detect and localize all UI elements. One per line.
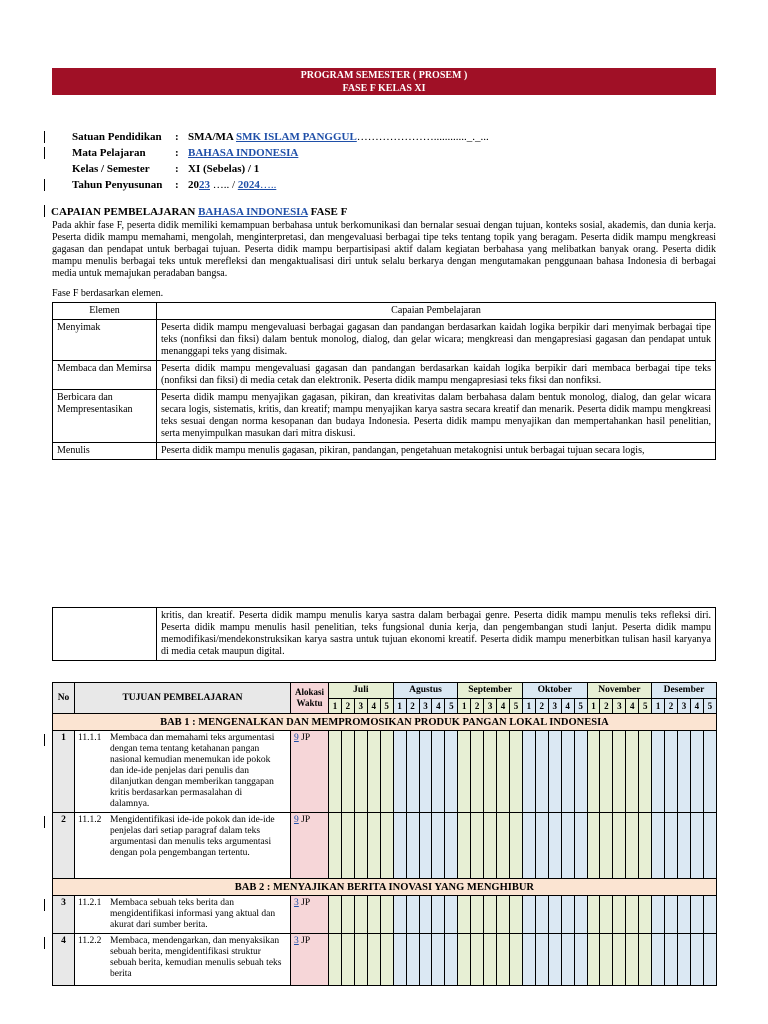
revision-marker xyxy=(44,816,45,828)
week-header: 4 xyxy=(367,699,380,714)
week-cell[interactable] xyxy=(678,731,691,813)
week-cell[interactable] xyxy=(600,731,613,813)
year-start-link[interactable]: 23 xyxy=(199,179,210,191)
week-cell[interactable] xyxy=(509,731,522,813)
week-cell[interactable] xyxy=(678,934,691,986)
tp-code: 11.2.2 xyxy=(78,936,102,946)
meta-colon: : xyxy=(175,147,179,159)
week-cell[interactable] xyxy=(639,934,652,986)
month-header: November xyxy=(587,683,652,699)
chapter-row xyxy=(53,714,717,731)
week-header: 5 xyxy=(639,699,652,714)
week-cell[interactable] xyxy=(341,731,354,813)
week-cell[interactable] xyxy=(458,813,471,879)
tp-text: Membaca dan memahami teks argumentasi dengan tema tentang ketahanan pangan nasional kemudian menemukan ide pokok dan ide-ide penjelas dari penulis dan dilanjutkan dengan memberikan tanggapan kritis berdasarkan permasalahan di dalamnya. xyxy=(110,733,275,809)
week-cell[interactable] xyxy=(678,896,691,934)
alokasi-header: Alokasi Waktu xyxy=(291,683,329,714)
week-header: 1 xyxy=(587,699,600,714)
week-cell[interactable] xyxy=(432,934,445,986)
tp-text: Mengidentifikasi ide-ide pokok dan ide-ide penjelas dari setiap paragraf dalam teks argumentasi dan menulis teks argumentasi dengan pola pengembangan tertentu. xyxy=(110,815,275,858)
meta-label: Mata Pelajaran xyxy=(72,147,146,159)
week-cell[interactable] xyxy=(548,934,561,986)
week-cell[interactable] xyxy=(419,731,432,813)
week-cell[interactable] xyxy=(665,731,678,813)
subject-link[interactable]: BAHASA INDONESIA xyxy=(188,147,299,159)
week-cell[interactable] xyxy=(522,731,535,813)
week-header: 4 xyxy=(432,699,445,714)
week-cell[interactable] xyxy=(522,896,535,934)
elemen-cell: Membaca dan Memirsa xyxy=(53,361,157,390)
week-header: 2 xyxy=(665,699,678,714)
tp-text: Membaca, mendengarkan, dan menyaksikan sebuah berita, mengidentifikasi struktur sebuah berita, kemudian menulis sebuah teks berita xyxy=(110,936,282,979)
week-cell[interactable] xyxy=(458,896,471,934)
week-header: 3 xyxy=(419,699,432,714)
week-cell[interactable] xyxy=(509,934,522,986)
tp-text: Membaca sebuah teks berita dan mengidentifikasi informasi yang aktual dan akurat dari sumber berita. xyxy=(110,898,276,930)
cp-heading-suffix: FASE F xyxy=(307,206,348,218)
elemen-table-continued xyxy=(52,607,716,661)
week-header: 2 xyxy=(600,699,613,714)
week-cell[interactable] xyxy=(587,731,600,813)
week-cell[interactable] xyxy=(354,896,367,934)
week-cell[interactable] xyxy=(367,731,380,813)
year-suffix: ….. xyxy=(259,179,277,191)
meta-value xyxy=(188,129,489,145)
week-cell[interactable] xyxy=(406,731,419,813)
week-cell[interactable] xyxy=(703,813,716,879)
week-cell[interactable] xyxy=(354,731,367,813)
tujuan-cell xyxy=(75,813,291,879)
chapter-row xyxy=(53,879,717,896)
week-cell[interactable] xyxy=(639,731,652,813)
week-cell[interactable] xyxy=(367,896,380,934)
capaian-header: Capaian Pembelajaran xyxy=(157,303,716,320)
banner-title: PROGRAM SEMESTER ( PROSEM ) xyxy=(300,70,468,81)
week-header: 1 xyxy=(522,699,535,714)
alokasi-cell xyxy=(291,813,329,879)
elemen-cell: Menyimak xyxy=(53,320,157,361)
revision-marker xyxy=(44,179,45,191)
revision-marker xyxy=(44,131,45,143)
week-cell[interactable] xyxy=(484,896,497,934)
week-cell[interactable] xyxy=(613,731,626,813)
title-banner xyxy=(52,68,716,95)
week-cell[interactable] xyxy=(367,813,380,879)
week-cell[interactable] xyxy=(600,896,613,934)
row-number: 3 xyxy=(53,896,75,934)
week-header: 2 xyxy=(406,699,419,714)
week-cell[interactable] xyxy=(484,934,497,986)
week-cell[interactable] xyxy=(445,896,458,934)
week-cell[interactable] xyxy=(497,813,510,879)
year-separator: ….. / xyxy=(210,179,238,191)
alokasi-cell xyxy=(291,896,329,934)
week-cell[interactable] xyxy=(341,934,354,986)
week-cell[interactable] xyxy=(432,813,445,879)
week-header: 5 xyxy=(703,699,716,714)
cp-paragraph: Pada akhir fase F, peserta didik memiliki kemampuan berbahasa untuk berkomunikasi dan bernalar sesuai dengan tujuan, konteks sosial, akademis, dan dunia kerja. Peserta didik mampu memahami, mengolah, menginterpretasi, dan mengevaluasi berbagai tipe teks tentang topik yang beragam. Peserta didik mampu mengkreasi gagasan dan pendapat untuk berbagai tujuan. Peserta didik mampu berpartisipasi aktif dalam kegiatan berbahasa yang melibatkan banyak orang. Peserta didik mampu menulis berbagai teks untuk merefleksi dan mengaktualisasi diri untuk selalu berkarya dengan mengutamakan penggunaan bahasa Indonesia di berbagai media untuk memajukan peradaban bangsa. xyxy=(52,220,716,279)
week-cell[interactable] xyxy=(587,934,600,986)
week-cell[interactable] xyxy=(690,896,703,934)
tp-code: 11.1.2 xyxy=(78,815,102,825)
week-header: 3 xyxy=(613,699,626,714)
week-cell[interactable] xyxy=(471,896,484,934)
week-cell[interactable] xyxy=(406,896,419,934)
week-cell[interactable] xyxy=(380,813,393,879)
jp-link[interactable]: 9 xyxy=(294,733,299,743)
week-cell[interactable] xyxy=(665,934,678,986)
week-header: 3 xyxy=(678,699,691,714)
tujuan-header: TUJUAN PEMBELAJARAN xyxy=(75,683,291,714)
week-cell[interactable] xyxy=(626,934,639,986)
week-cell[interactable] xyxy=(354,813,367,879)
week-header: 1 xyxy=(329,699,342,714)
week-cell[interactable] xyxy=(419,896,432,934)
week-cell[interactable] xyxy=(329,934,342,986)
week-cell[interactable] xyxy=(458,934,471,986)
capaian-cell: Peserta didik mampu menyajikan gagasan, pikiran, dan kreativitas dalam berbahasa dalam bentuk monolog, dialog, dan gelar wicara secara logis, sistematis, kritis, dan kreatif; mampu menyajikan karya sastra secara kreatif dan menarik. Peserta didik mampu mengkreasi teks sesuai dengan norma kesopanan dan budaya Indonesia. Peserta didik mampu menyajikan dan mempertahankan hasil penelitian, serta menyimpulkan masukan dari mitra diskusi. xyxy=(157,390,716,443)
week-cell[interactable] xyxy=(548,731,561,813)
row-number: 4 xyxy=(53,934,75,986)
week-cell[interactable] xyxy=(652,934,665,986)
elemen-cell: Menulis xyxy=(53,443,157,460)
week-cell[interactable] xyxy=(574,813,587,879)
table-header-row xyxy=(53,303,716,320)
week-cell[interactable] xyxy=(432,896,445,934)
week-cell[interactable] xyxy=(678,813,691,879)
table-row xyxy=(53,320,716,361)
elemen-table xyxy=(52,302,716,460)
week-cell[interactable] xyxy=(497,731,510,813)
week-header: 4 xyxy=(690,699,703,714)
week-cell[interactable] xyxy=(690,934,703,986)
week-cell[interactable] xyxy=(548,896,561,934)
capaian-cell: kritis, dan kreatif. Peserta didik mampu menulis karya sastra dalam berbagai genre. Peserta didik mampu menulis teks refleksi diri. Peserta didik mampu menulis hasil penelitian, teks fungsional dunia kerja, dan pengembangan studi lanjut. Peserta didik mampu memodifikasi/mendekonstruksikan karya sastra untuk tujuan ekonomi kreatif. Peserta didik mampu menerbitkan tulisan hasil karyanya di media cetak maupun digital. xyxy=(157,608,716,661)
jp-link[interactable]: 9 xyxy=(294,815,299,825)
week-cell[interactable] xyxy=(574,731,587,813)
week-header: 1 xyxy=(652,699,665,714)
week-cell[interactable] xyxy=(341,896,354,934)
schedule-table xyxy=(52,682,717,986)
meta-colon: : xyxy=(175,179,179,191)
week-cell[interactable] xyxy=(626,731,639,813)
schedule-header-row xyxy=(53,683,717,699)
meta-prefix: SMA/MA xyxy=(188,131,236,143)
week-cell[interactable] xyxy=(329,896,342,934)
week-cell[interactable] xyxy=(484,731,497,813)
week-cell[interactable] xyxy=(561,731,574,813)
week-cell[interactable] xyxy=(613,813,626,879)
month-header: Agustus xyxy=(393,683,458,699)
week-cell[interactable] xyxy=(354,934,367,986)
week-cell[interactable] xyxy=(393,731,406,813)
week-cell[interactable] xyxy=(613,896,626,934)
week-cell[interactable] xyxy=(329,813,342,879)
tujuan-cell xyxy=(75,731,291,813)
capaian-cell: Peserta didik mampu menulis gagasan, pikiran, pandangan, pengetahuan metakognisi untuk berbagai tujuan secara logis, xyxy=(157,443,716,460)
week-cell[interactable] xyxy=(419,813,432,879)
table-row xyxy=(53,813,717,879)
week-cell[interactable] xyxy=(574,934,587,986)
jp-unit: JP xyxy=(298,815,311,825)
no-header: No xyxy=(53,683,75,714)
tp-code: 11.2.1 xyxy=(78,898,102,908)
cp-heading-link[interactable]: BAHASA INDONESIA xyxy=(198,206,308,218)
table-row xyxy=(53,443,716,460)
week-cell[interactable] xyxy=(522,934,535,986)
week-cell[interactable] xyxy=(626,813,639,879)
week-cell[interactable] xyxy=(406,813,419,879)
week-cell[interactable] xyxy=(561,896,574,934)
week-cell[interactable] xyxy=(535,731,548,813)
week-header: 5 xyxy=(445,699,458,714)
week-header: 5 xyxy=(509,699,522,714)
week-cell[interactable] xyxy=(652,731,665,813)
week-header: 3 xyxy=(484,699,497,714)
week-cell[interactable] xyxy=(497,896,510,934)
week-cell[interactable] xyxy=(445,731,458,813)
meta-value xyxy=(188,145,298,161)
week-cell[interactable] xyxy=(703,731,716,813)
capaian-cell: Peserta didik mampu mengevaluasi gagasan dan pandangan berdasarkan kaidah logika berpikir dari membaca berbagai tipe teks (nonfiksi dan fiksi) di media cetak dan elektronik. Peserta didik mampu mengapresiasi teks fiksi dan nonfiksi. xyxy=(157,361,716,390)
week-cell[interactable] xyxy=(419,934,432,986)
week-cell[interactable] xyxy=(509,896,522,934)
week-cell[interactable] xyxy=(665,813,678,879)
week-cell[interactable] xyxy=(639,896,652,934)
month-header: Oktober xyxy=(522,683,587,699)
week-cell[interactable] xyxy=(471,934,484,986)
week-cell[interactable] xyxy=(535,896,548,934)
year-prefix: 20 xyxy=(188,179,199,191)
row-number: 1 xyxy=(53,731,75,813)
revision-marker xyxy=(44,734,45,746)
week-header: 2 xyxy=(535,699,548,714)
week-cell[interactable] xyxy=(497,934,510,986)
week-cell[interactable] xyxy=(703,934,716,986)
month-header: September xyxy=(458,683,523,699)
revision-marker xyxy=(44,147,45,159)
week-cell[interactable] xyxy=(665,896,678,934)
week-cell[interactable] xyxy=(393,813,406,879)
week-cell[interactable] xyxy=(548,813,561,879)
week-cell[interactable] xyxy=(445,813,458,879)
school-link[interactable]: SMK ISLAM PANGGUL xyxy=(235,131,357,143)
meta-value xyxy=(188,177,276,193)
week-header: 4 xyxy=(561,699,574,714)
week-cell[interactable] xyxy=(626,896,639,934)
week-cell[interactable] xyxy=(587,896,600,934)
week-cell[interactable] xyxy=(509,813,522,879)
week-cell[interactable] xyxy=(561,813,574,879)
week-cell[interactable] xyxy=(367,934,380,986)
week-cell[interactable] xyxy=(329,731,342,813)
month-header: Desember xyxy=(652,683,717,699)
jp-link[interactable]: 3 xyxy=(294,898,299,908)
week-cell[interactable] xyxy=(432,731,445,813)
elemen-cell: Berbicara dan Mempresentasikan xyxy=(53,390,157,443)
week-cell[interactable] xyxy=(393,934,406,986)
tujuan-cell xyxy=(75,934,291,986)
meta-colon: : xyxy=(175,163,179,175)
banner-subtitle: FASE F KELAS XI xyxy=(342,83,426,94)
alokasi-cell xyxy=(291,731,329,813)
week-cell[interactable] xyxy=(393,896,406,934)
week-cell[interactable] xyxy=(574,896,587,934)
jp-unit: JP xyxy=(298,898,311,908)
week-cell[interactable] xyxy=(587,813,600,879)
week-cell[interactable] xyxy=(703,896,716,934)
meta-value: XI (Sebelas) / 1 xyxy=(188,163,260,175)
table-row xyxy=(53,731,717,813)
week-cell[interactable] xyxy=(380,731,393,813)
week-header: 2 xyxy=(341,699,354,714)
table-row xyxy=(53,896,717,934)
alokasi-cell xyxy=(291,934,329,986)
jp-unit: JP xyxy=(298,936,311,946)
week-header: 5 xyxy=(380,699,393,714)
revision-marker xyxy=(44,205,45,217)
row-number: 2 xyxy=(53,813,75,879)
week-cell[interactable] xyxy=(471,813,484,879)
week-cell[interactable] xyxy=(639,813,652,879)
cp-note: Fase F berdasarkan elemen. xyxy=(52,288,164,299)
tp-code: 11.1.1 xyxy=(78,733,102,743)
week-cell[interactable] xyxy=(484,813,497,879)
table-row xyxy=(53,361,716,390)
elemen-header: Elemen xyxy=(53,303,157,320)
week-cell[interactable] xyxy=(652,813,665,879)
week-cell[interactable] xyxy=(522,813,535,879)
week-header: 1 xyxy=(458,699,471,714)
meta-label: Tahun Penyusunan xyxy=(72,179,163,191)
week-cell[interactable] xyxy=(535,813,548,879)
meta-label: Kelas / Semester xyxy=(72,163,150,175)
week-header: 5 xyxy=(574,699,587,714)
week-header: 1 xyxy=(393,699,406,714)
table-row xyxy=(53,390,716,443)
capaian-cell: Peserta didik mampu mengevaluasi berbagai gagasan dan pandangan berdasarkan kaidah logika berpikir dari menyimak berbagai tipe teks (nonfiksi dan fiksi) dalam bentuk monolog, dialog, dan gelar wicara; mengkreasi dan mengapresiasi gagasan dan pendapat untuk menanggapi teks yang disimak. xyxy=(157,320,716,361)
week-cell[interactable] xyxy=(380,934,393,986)
week-cell[interactable] xyxy=(406,934,419,986)
week-header: 3 xyxy=(354,699,367,714)
month-header: Juli xyxy=(329,683,394,699)
revision-marker xyxy=(44,937,45,949)
cp-heading-prefix: CAPAIAN PEMBELAJARAN xyxy=(51,206,199,218)
table-row xyxy=(53,608,716,661)
week-cell[interactable] xyxy=(613,934,626,986)
week-cell[interactable] xyxy=(690,731,703,813)
revision-marker xyxy=(44,899,45,911)
week-cell[interactable] xyxy=(380,896,393,934)
week-cell[interactable] xyxy=(458,731,471,813)
meta-colon: : xyxy=(175,131,179,143)
table-row xyxy=(53,934,717,986)
week-cell[interactable] xyxy=(690,813,703,879)
elemen-cell-empty xyxy=(53,608,157,661)
jp-link[interactable]: 3 xyxy=(294,936,299,946)
week-header: 3 xyxy=(548,699,561,714)
chapter-title: BAB 1 : MENGENALKAN DAN MEMPROMOSIKAN PRODUK PANGAN LOKAL INDONESIA xyxy=(53,714,717,731)
week-cell[interactable] xyxy=(652,896,665,934)
meta-suffix: …………………............_._... xyxy=(356,131,489,143)
week-cell[interactable] xyxy=(600,813,613,879)
week-cell[interactable] xyxy=(561,934,574,986)
week-cell[interactable] xyxy=(600,934,613,986)
week-cell[interactable] xyxy=(445,934,458,986)
week-header: 4 xyxy=(497,699,510,714)
tujuan-cell xyxy=(75,896,291,934)
week-cell[interactable] xyxy=(471,731,484,813)
cp-heading xyxy=(44,205,347,218)
year-end-link[interactable]: 2024 xyxy=(237,179,260,191)
week-cell[interactable] xyxy=(341,813,354,879)
chapter-title: BAB 2 : MENYAJIKAN BERITA INOVASI YANG MENGHIBUR xyxy=(53,879,717,896)
week-header: 2 xyxy=(471,699,484,714)
meta-label: Satuan Pendidikan xyxy=(72,131,162,143)
week-cell[interactable] xyxy=(535,934,548,986)
week-header: 4 xyxy=(626,699,639,714)
jp-unit: JP xyxy=(298,733,311,743)
